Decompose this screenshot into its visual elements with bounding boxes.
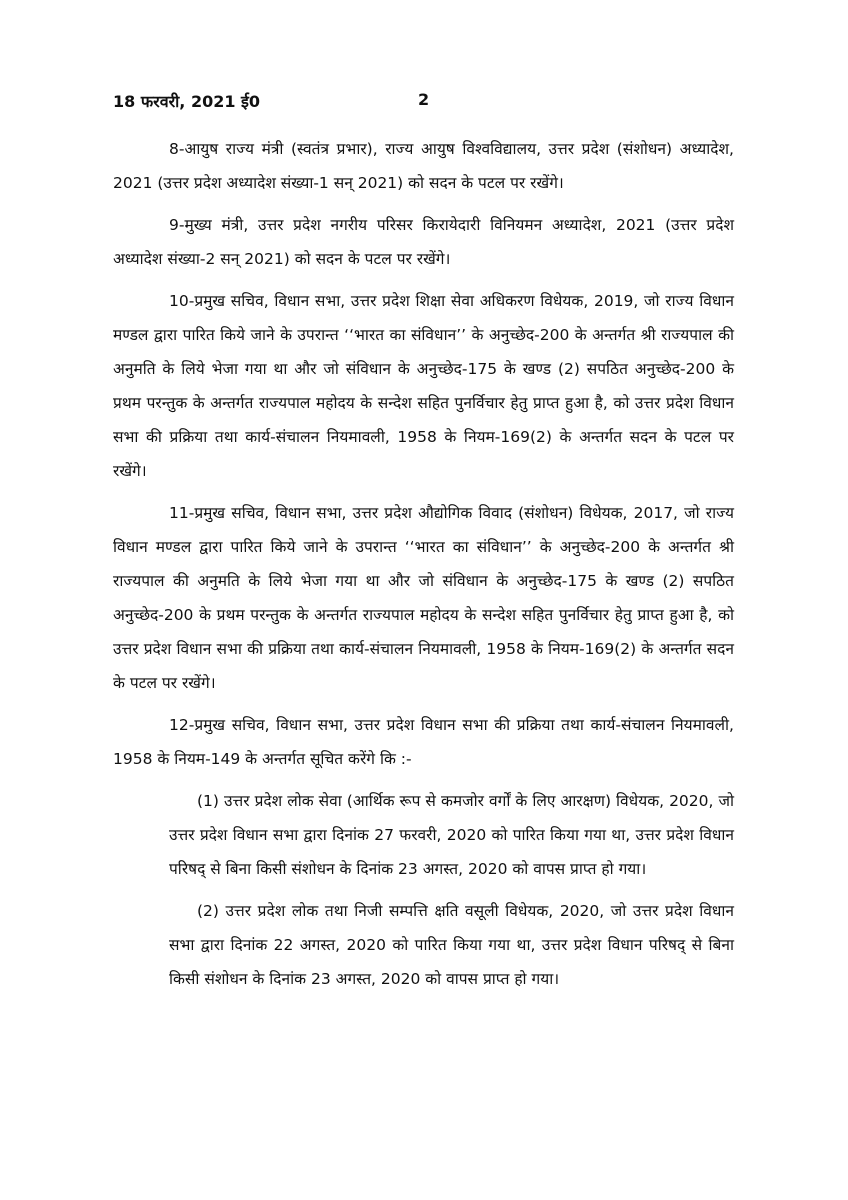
paragraph-item-8: 8-आयुष राज्य मंत्री (स्वतंत्र प्रभार), राज्य आयुष विश्वविद्यालय, उत्तर प्रदेश (संशोधन) अध्यादेश, 2021 (उत्तर प्रदेश अध्यादेश संख्या-1 सन् 2021) को सदन के पटल पर रखेंगे। [113, 140, 734, 192]
page-header [113, 90, 733, 118]
subparagraph-item-1: (1) उत्तर प्रदेश लोक सेवा (आर्थिक रूप से कमजोर वर्गों के लिए आरक्षण) विधेयक, 2020, जो उत्तर प्रदेश विधान सभा द्वारा दिनांक 27 फरवरी, 2020 को पारित किया गया था, उत्तर प्रदेश विधान परिषद् से बिना किसी संशोधन के दिनांक 23 अगस्त, 2020 को वापस प्राप्त हो गया। [169, 792, 734, 878]
paragraph-item-12: 12-प्रमुख सचिव, विधान सभा, उत्तर प्रदेश विधान सभा की प्रक्रिया तथा कार्य-संचालन नियमावली, 1958 के नियम-149 के अन्तर्गत सूचित करेंगे कि :- [113, 716, 734, 768]
paragraph-item-11: 11-प्रमुख सचिव, विधान सभा, उत्तर प्रदेश औद्योगिक विवाद (संशोधन) विधेयक, 2017, जो राज्य विधान मण्डल द्वारा पारित किये जाने के उपरान्त ‘‘भारत का संविधान’’ के अनुच्छेद-200 के अन्तर्गत श्री राज्यपाल की अनुमति के लिये भेजा गया था और जो संविधान के अनुच्छेद-175 के खण्ड (2) सपठित अनुच्छेद-200 के प्रथम परन्तुक के अन्तर्गत राज्यपाल महोदय के सन्देश सहित पुनर्विचार हेतु प्राप्त हुआ है, को उत्तर प्रदेश विधान सभा की प्रक्रिया तथा कार्य-संचालन नियमावली, 1958 के नियम-169(2) के अन्तर्गत सदन के पटल पर रखेंगे। [113, 504, 734, 692]
header-date: 18 फरवरी, 2021 ई0 [113, 92, 261, 111]
paragraph-item-9: 9-मुख्य मंत्री, उत्तर प्रदेश नगरीय परिसर किरायेदारी विनियमन अध्यादेश, 2021 (उत्तर प्रदेश अध्यादेश संख्या-2 सन् 2021) को सदन के पटल पर रखेंगे। [113, 216, 734, 268]
paragraph-item-10: 10-प्रमुख सचिव, विधान सभा, उत्तर प्रदेश शिक्षा सेवा अधिकरण विधेयक, 2019, जो राज्य विधान मण्डल द्वारा पारित किये जाने के उपरान्त ‘‘भारत का संविधान’’ के अनुच्छेद-200 के अन्तर्गत श्री राज्यपाल की अनुमति के लिये भेजा गया था और जो संविधान के अनुच्छेद-175 के खण्ड (2) सपठित अनुच्छेद-200 के प्रथम परन्तुक के अन्तर्गत राज्यपाल महोदय के सन्देश सहित पुनर्विचार हेतु प्राप्त हुआ है, को उत्तर प्रदेश विधान सभा की प्रक्रिया तथा कार्य-संचालन नियमावली, 1958 के नियम-169(2) के अन्तर्गत सदन के पटल पर रखेंगे। [113, 292, 734, 480]
subparagraph-item-2: (2) उत्तर प्रदेश लोक तथा निजी सम्पत्ति क्षति वसूली विधेयक, 2020, जो उत्तर प्रदेश विधान सभा द्वारा दिनांक 22 अगस्त, 2020 को पारित किया गया था, उत्तर प्रदेश विधान परिषद् से बिना किसी संशोधन के दिनांक 23 अगस्त, 2020 को वापस प्राप्त हो गया। [169, 902, 734, 988]
document-body [113, 132, 734, 1004]
page-number: 2 [418, 90, 430, 109]
